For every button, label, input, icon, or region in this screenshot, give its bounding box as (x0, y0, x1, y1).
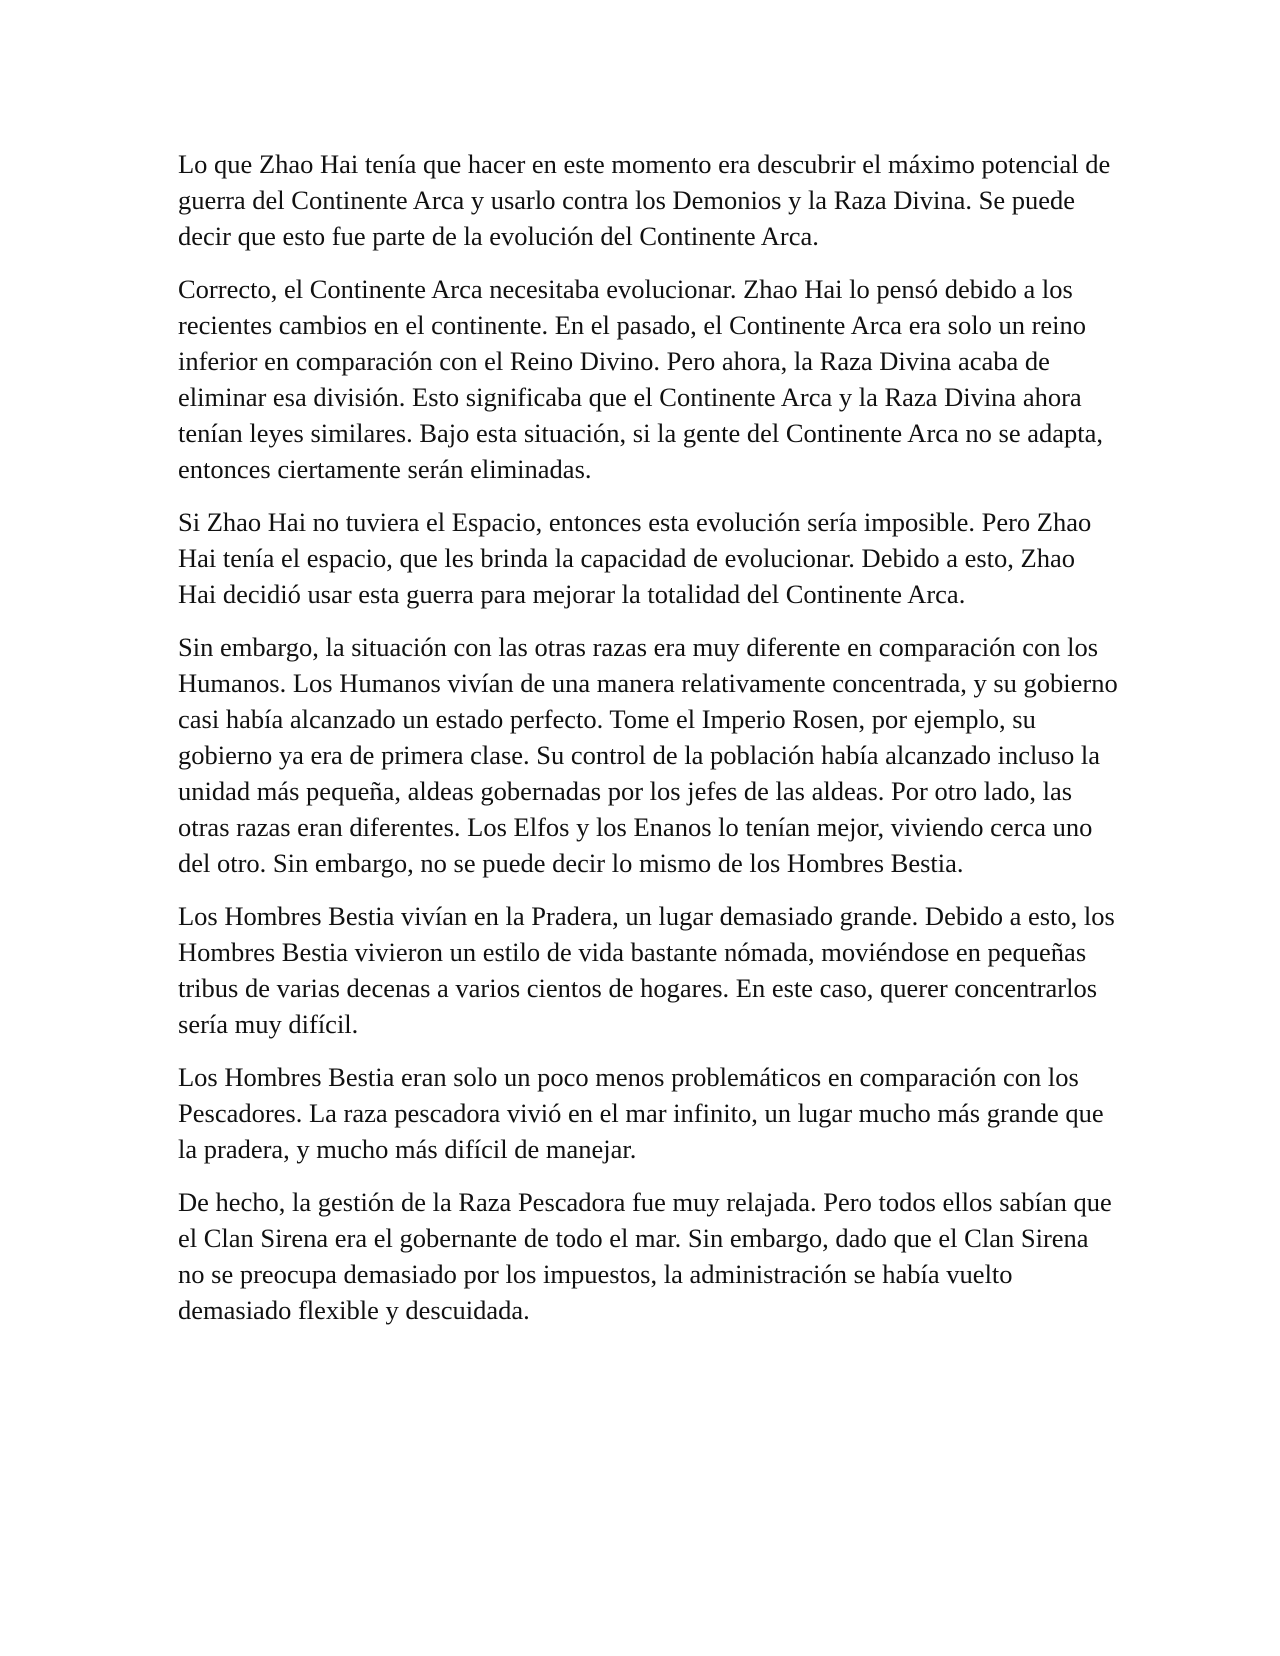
paragraph: Si Zhao Hai no tuviera el Espacio, entonces esta evolución sería imposible. Pero Zhao Hai tenía el espacio, que les brinda la capacidad de evolucionar. Debido a esto, Zhao Hai decidió usar esta guerra para mejorar la totalidad del Continente Arca. (178, 507, 1092, 609)
document-body (178, 146, 1118, 1345)
paragraph: Sin embargo, la situación con las otras razas era muy diferente en comparación con los Humanos. Los Humanos vivían de una manera relativamente concentrada, y su gobierno casi había alcanzado un estado perfecto. Tome el Imperio Rosen, por ejemplo, su gobierno ya era de primera clase. Su control de la población había alcanzado incluso la unidad más pequeña, aldeas gobernadas por los jefes de las aldeas. Por otro lado, las otras razas eran diferentes. Los Elfos y los Enanos lo tenían mejor, viviendo cerca uno del otro. Sin embargo, no se puede decir lo mismo de los Hombres Bestia. (178, 632, 1118, 878)
paragraph: Correcto, el Continente Arca necesitaba evolucionar. Zhao Hai lo pensó debido a los recientes cambios en el continente. En el pasado, el Continente Arca era solo un reino inferior en comparación con el Reino Divino. Pero ahora, la Raza Divina acaba de eliminar esa división. Esto significaba que el Continente Arca y la Raza Divina ahora tenían leyes similares. Bajo esta situación, si la gente del Continente Arca no se adapta, entonces ciertamente serán eliminadas. (178, 274, 1104, 484)
paragraph: Los Hombres Bestia eran solo un poco menos problemáticos en comparación con los Pescadores. La raza pescadora vivió en el mar infinito, un lugar mucho más grande que la pradera, y mucho más difícil de manejar. (178, 1062, 1104, 1164)
paragraph: Los Hombres Bestia vivían en la Pradera, un lugar demasiado grande. Debido a esto, los Hombres Bestia vivieron un estilo de vida bastante nómada, moviéndose en pequeñas tribus de varias decenas a varios cientos de hogares. En este caso, querer concentrarlos sería muy difícil. (178, 901, 1115, 1039)
paragraph: Lo que Zhao Hai tenía que hacer en este momento era descubrir el máximo potencial de guerra del Continente Arca y usarlo contra los Demonios y la Raza Divina. Se puede decir que esto fue parte de la evolución del Continente Arca. (178, 149, 1111, 251)
paragraph: De hecho, la gestión de la Raza Pescadora fue muy relajada. Pero todos ellos sabían que el Clan Sirena era el gobernante de todo el mar. Sin embargo, dado que el Clan Sirena no se preocupa demasiado por los impuestos, la administración se había vuelto demasiado flexible y descuidada. (178, 1187, 1112, 1325)
